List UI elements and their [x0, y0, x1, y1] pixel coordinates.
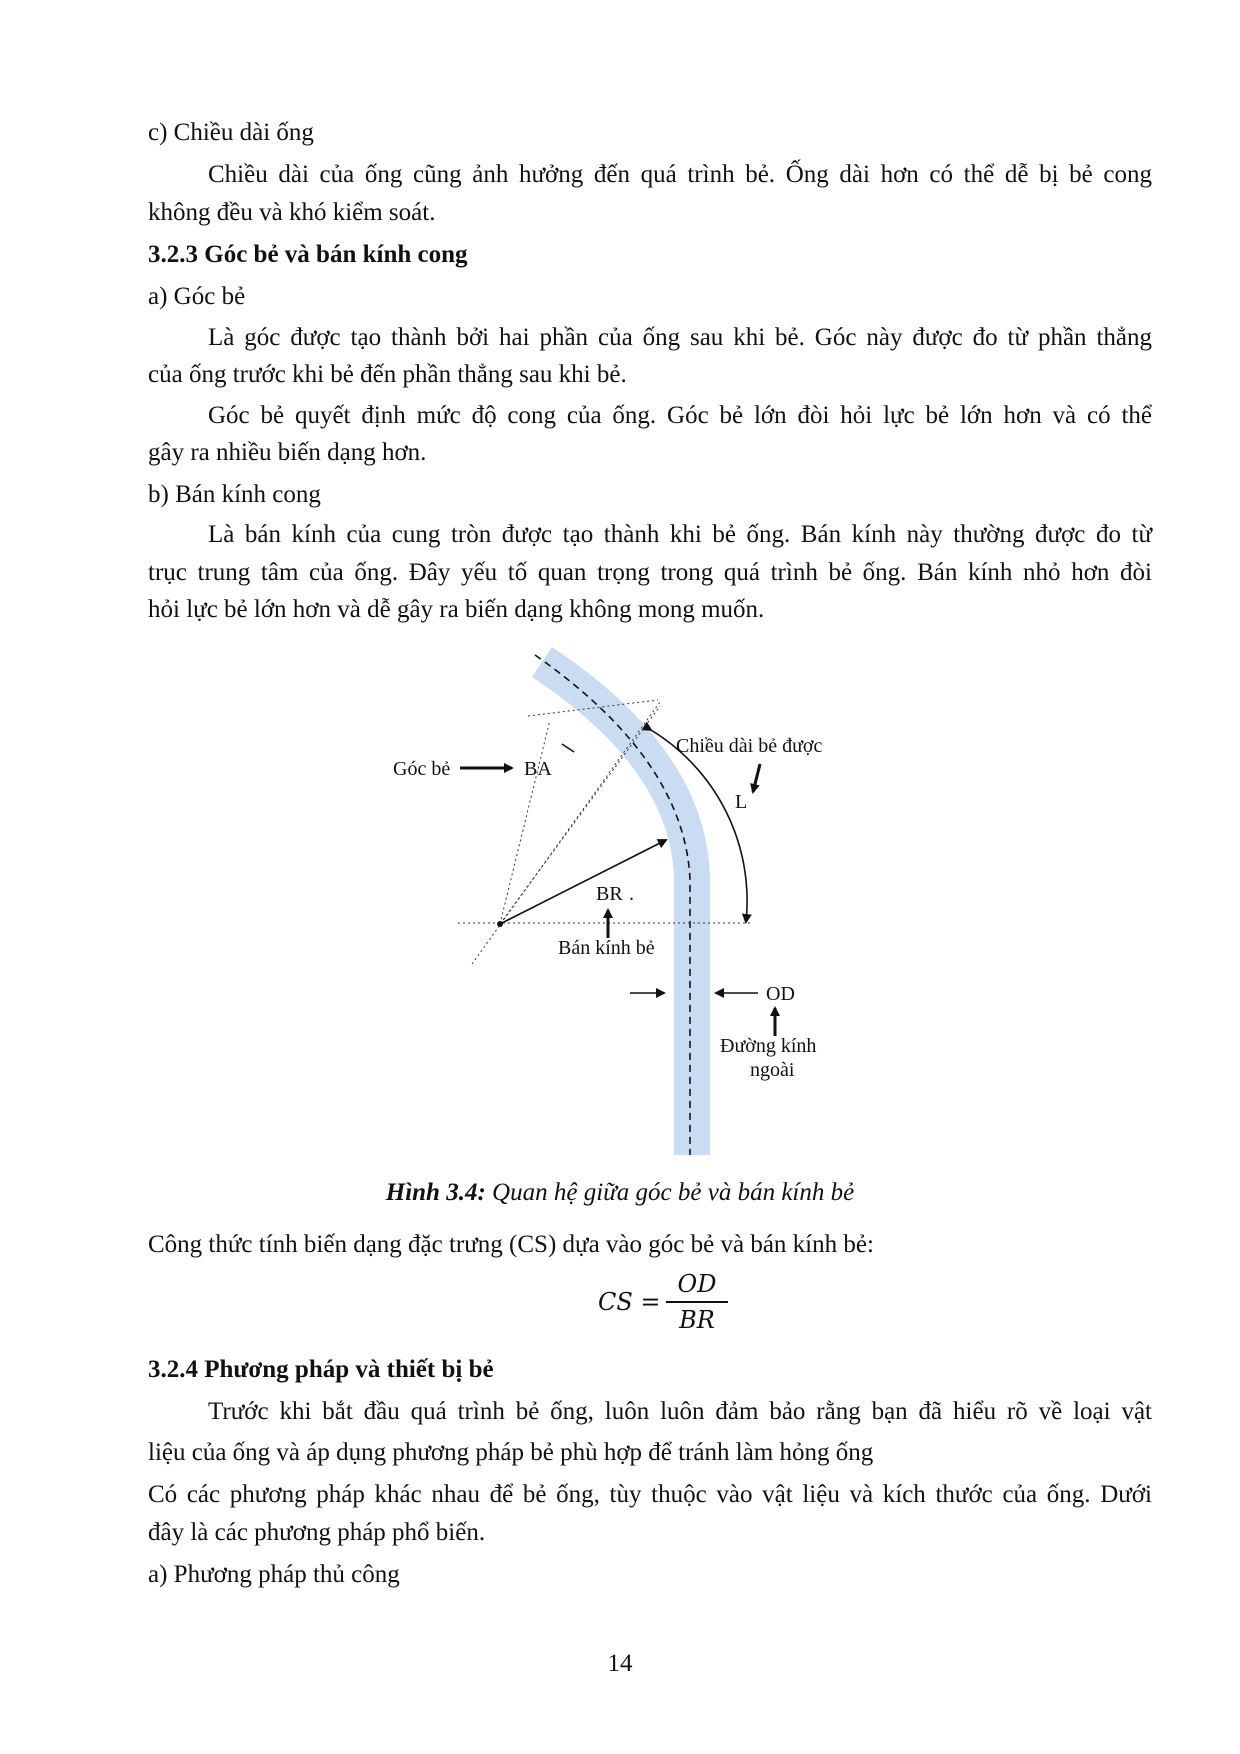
paragraph-bend-angle-line-2: của ống trước khi bẻ đến phần thẳng sau khi bẻ. [148, 361, 627, 388]
paragraph-pipe-length-line-1: Chiều dài của ống cũng ảnh hưởng đến quá trình bẻ. Ống dài hơn có thể dễ bị bẻ cong [208, 161, 1152, 188]
paragraph-methods-line-1: Trước khi bắt đầu quá trình bẻ ống, luôn luôn đảm bảo rằng bạn đã hiểu rõ về loại vật [208, 1398, 1152, 1425]
paragraph-bend-angle-line-4: gây ra nhiều biến dạng hơn. [148, 439, 427, 466]
paragraph-bend-radius-line-3: hỏi lực bẻ lớn hơn và dễ gây ra biến dạng không mong muốn. [148, 596, 765, 623]
paragraph-methods-line-3: Có các phương pháp khác nhau để bẻ ống, tùy thuộc vào vật liệu và kích thước của ống. Dưới [148, 1481, 1152, 1508]
paragraph-bend-angle-line-3: Góc bẻ quyết định mức độ cong của ống. Góc bẻ lớn đòi hỏi lực bẻ lớn hơn và có thể [208, 402, 1152, 429]
figure-caption [0, 1178, 1240, 1208]
paragraph-methods-line-2: liệu của ống và áp dụng phương pháp bẻ phù hợp để tránh làm hỏng ống [148, 1439, 874, 1466]
heading-c-pipe-length: c) Chiều dài ống [148, 119, 314, 146]
label-outer-diameter-line-1: Đường kính [720, 1035, 817, 1057]
pipe-body [542, 662, 692, 1155]
formula-fraction-bar [666, 1301, 728, 1303]
heading-a-manual-method: a) Phương pháp thủ công [148, 1561, 400, 1588]
radius-arrow [500, 840, 666, 924]
bend-center-point [497, 921, 503, 927]
paragraph-bend-radius-line-1: Là bán kính của cung tròn được tạo thành khi bẻ ống. Bán kính này thường được đo từ [208, 521, 1152, 548]
label-bend-radius: Bán kính bẻ [558, 937, 655, 959]
label-od: OD [766, 983, 795, 1005]
bend-angle-marker-tick [562, 744, 574, 752]
label-bend-angle: Góc bẻ [393, 758, 451, 780]
label-br: BR [596, 883, 623, 905]
section-heading-3-2-4: 3.2.4 Phương pháp và thiết bị bẻ [148, 1356, 494, 1383]
formula-fraction [666, 1268, 728, 1336]
label-outer-diameter-line-2: ngoài [750, 1059, 795, 1081]
heading-a-bend-angle: a) Góc bẻ [148, 283, 246, 310]
figure-caption-prefix: Hình 3.4: [385, 1179, 486, 1206]
section-heading-3-2-3: 3.2.3 Góc bẻ và bán kính cong [148, 241, 468, 268]
formula-denominator: BR [679, 1306, 715, 1334]
label-br-dot: . [629, 883, 634, 905]
formula-lhs: CS = [598, 1288, 661, 1316]
page-number: 14 [607, 1650, 633, 1677]
label-l: L [735, 791, 748, 813]
label-ba: BA [524, 758, 552, 780]
formula-cs [590, 1268, 740, 1338]
paragraph-pipe-length-line-2: không đều và khó kiểm soát. [148, 199, 436, 226]
paragraph-bend-angle-line-1: Là góc được tạo thành bởi hai phần của ống sau khi bẻ. Góc này được đo từ phần thẳng [208, 324, 1152, 351]
heading-b-bend-radius: b) Bán kính cong [148, 481, 321, 508]
length-arrow [753, 764, 760, 792]
pipe-bend-figure [0, 620, 1240, 1160]
formula-numerator: OD [677, 1270, 717, 1298]
figure-caption-text: Quan hệ giữa góc bẻ và bán kính bẻ [485, 1179, 855, 1206]
paragraph-methods-line-4: đây là các phương pháp phổ biến. [148, 1519, 486, 1546]
label-length-line-1: Chiều dài bẻ được [676, 735, 823, 757]
paragraph-bend-radius-line-2: trục trung tâm của ống. Đây yếu tố quan trọng trong quá trình bẻ ống. Bán kính nhỏ hơn đòi [148, 559, 1152, 586]
reference-line-3 [500, 720, 550, 924]
paragraph-formula-intro: Công thức tính biến dạng đặc trưng (CS) dựa vào góc bẻ và bán kính bẻ: [148, 1231, 874, 1258]
